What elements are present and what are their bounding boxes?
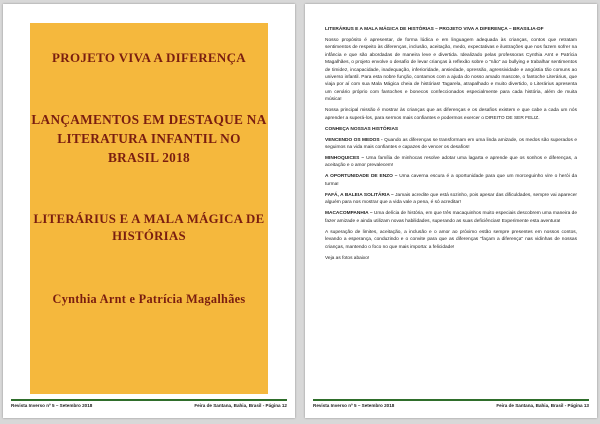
footer-location-page: Feira de Santana, Bahia, Brasil - Página 12 <box>194 403 287 408</box>
story-item <box>325 155 577 170</box>
story-name: MINHOQUICES – <box>325 156 365 162</box>
story-text: Uma caverna escura é a oportunidade para que um morceguinho vire o herói da turma! <box>325 174 577 187</box>
story-text: Uma delícia de história, em que três macaquinhos muito especiais descobrem uma maneira de fazer amizade e ainda utilizam novas habilidades, superando as suas deficiências! Experimente esta aventura! <box>325 211 578 224</box>
magazine-page-right <box>305 4 597 418</box>
footer-location-page: Feira de Santana, Bahia, Brasil - Página 13 <box>496 403 589 408</box>
story-name: FAFÁ, A BALEIA SOLITÁRIA – <box>325 192 394 198</box>
story-text: Quando as diferenças se transformam em uma linda amizade, os medos são superados e seguimos na vida mais confiantes e capazes de vencer os desafios! <box>325 137 577 151</box>
article-body <box>325 26 577 266</box>
footer-issue: Revista Inverso nº 5 – Setembro 2018 <box>11 403 93 408</box>
book-title: LITERÁRIUS E A MALA MÁGICA DE HISTÓRIAS <box>33 212 265 243</box>
article-heading: LITERÁRIUS E A MALA MÁGICA DE HISTÓRIAS – PROJETO VIVA A DIFERENÇA – BRASILIA-DF <box>325 27 544 32</box>
article-paragraph: Veja as fotos abaixo! <box>325 255 370 261</box>
book-cover <box>30 23 268 394</box>
cover-headline: LANÇAMENTOS EM DESTAQUE NA LITERATURA INFANTIL NO BRASIL 2018 <box>31 112 267 165</box>
article-paragraph: Nossa principal missão é mostrar às crianças que as diferenças e os desafios existem e que cabe a cada um nós aprender a superá-los, para sermos mais confiantes e podermos exercer o DIREITO DE SER FELIZ. <box>325 108 577 121</box>
stories-subheading: CONHEÇA NOSSAS HISTÓRIAS <box>325 126 399 132</box>
page-footer <box>313 399 589 408</box>
story-item <box>325 137 577 152</box>
project-title: PROJETO VIVA A DIFERENÇA <box>52 50 246 65</box>
story-item <box>325 192 577 207</box>
story-text: Jamais acredite que está sozinho, pois apesar das dificuldades, sempre vai aparecer alguém para nos mostrar que a vida vale a pena, é só acreditar! <box>325 192 577 206</box>
story-name: MACACOMPANHIA – <box>325 211 373 217</box>
footer-issue: Revista Inverso nº 5 – Setembro 2018 <box>313 403 395 408</box>
magazine-page-left <box>3 4 295 418</box>
article-paragraph: A superação de limites, aceitação, a inclusão e o amor ao próximo estão sempre presentes em nossos contos, levando a esperança, conduzindo e o convite para que as diferenças "façam a diferença" nas vidinhas de nossas crianças, mantendo o foco no que mais importa: a felicidade! <box>325 229 577 250</box>
story-item <box>325 173 577 188</box>
cover-authors: Cynthia Arnt e Patrícia Magalhães <box>52 292 246 306</box>
story-text: Uma família de minhocas resolve adotar uma lagarta e aprende que os sonhos e diferenças, a aceitação e o amor prevalecem! <box>325 156 577 169</box>
story-item <box>325 210 577 225</box>
story-name: A OPORTUNIDADE DE ENZO – <box>325 174 398 180</box>
story-name: VENCENDO OS MEDOS - <box>325 137 383 143</box>
page-footer <box>11 399 287 408</box>
article-paragraph: Nosso propósito é apresentar, de forma lúdica e em linguagem adequada às crianças, contos que retratam sentimentos de respeito às diferenças, inclusão, aceitação, medo, expectativas e ilustrações que nos fazem sofrer na infância e que são abordadas de maneira leve e divertida. Idealizado pelas professoras Cynthia Arnt e Patrícia Magalhães, o projeto envolve o desafio de levar crianças à reflexão sobre o "não" ao bullying e trabalhar sentimentos de timidez, incapacidade, inadequação, inferioridade, ansiedade, opressão, agressividade e angústia tão comuns ao universo infantil. Para esta nobre função, contamos com a ajuda do nosso amado mascote, o fantoche Literárius, que viaja por aí com sua Mala Mágica cheia de histórias! Tagarela, atrapalhado e muito divertido, o Literárius apresenta um cenário próprio com fantoches e bonecos confeccionados especialmente para cada história, além de muita música! <box>325 38 577 103</box>
